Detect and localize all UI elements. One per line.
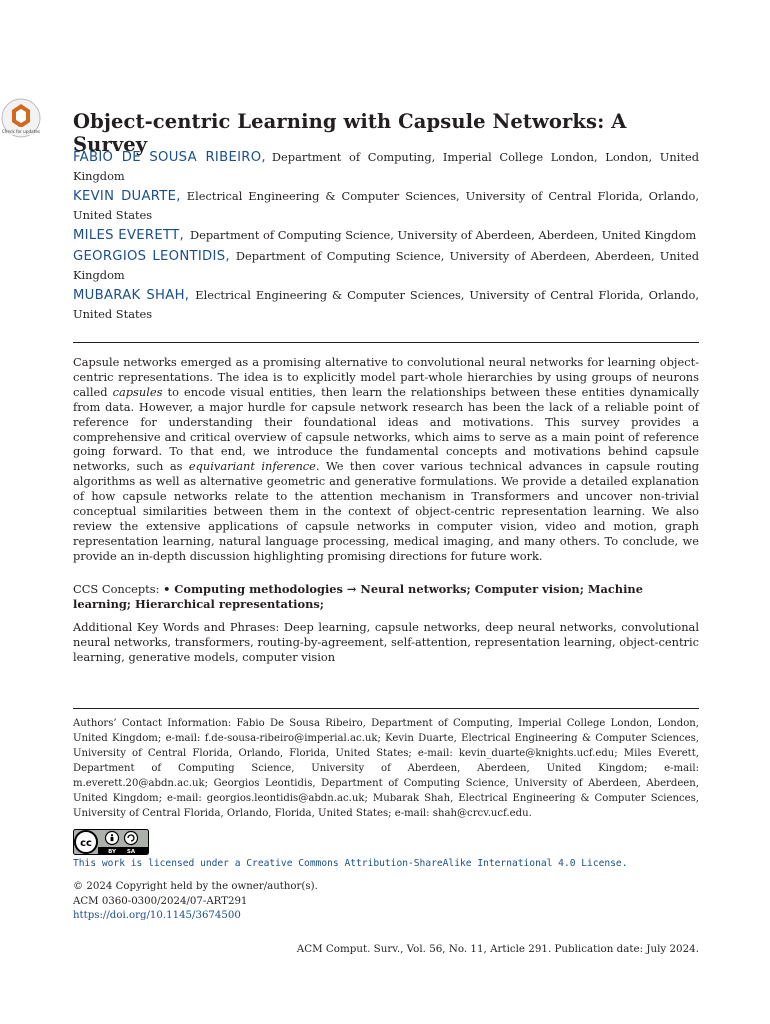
- keywords-label: Additional Key Words and Phrases:: [73, 620, 284, 634]
- doi-link[interactable]: https://doi.org/10.1145/3674500: [73, 910, 241, 921]
- ccs-label: CCS Concepts:: [73, 582, 164, 596]
- cc-glyph: cc: [80, 838, 92, 849]
- author-entry: [73, 226, 699, 245]
- author-entry: [73, 247, 699, 285]
- author-affiliation: Electrical Engineering & Computer Sciences, University of Central Florida, Orlando, United States: [73, 189, 699, 223]
- author-name: KEVIN DUARTE,: [73, 189, 181, 204]
- author-affiliation: Department of Computing Science, University of Aberdeen, Aberdeen, United Kingdom: [189, 228, 697, 242]
- cc-sa-label: SA: [126, 849, 136, 855]
- author-name: GEORGIOS LEONTIDIS,: [73, 248, 230, 264]
- author-affiliation: Department of Computing, Imperial College London, London, United Kingdom: [73, 150, 699, 184]
- keywords-text: Deep learning, capsule networks, deep neural networks, convolutional neural networks, transformers, routing-by-agreement, self-attention, representation learning, object-centric learning, generative models, computer vision: [73, 620, 699, 664]
- check-for-updates-icon: [0, 98, 42, 142]
- abstract-text: to encode visual entities, then learn the relationships between these entities dynamically from data. However, a major hurdle for capsule network research has been the lack of a reliable point of reference for understanding their foundational ideas and motivations. This survey provides a comprehensive and critical overview of capsule networks, which aims to serve as a main point of reference going forward. To that end, we introduce the fundamental concepts and motivations behind capsule networks, such as: [73, 384, 699, 474]
- acm-article-id: ACM 0360-0300/2024/07-ART291: [73, 895, 248, 907]
- license-link[interactable]: This work is licensed under a Creative Commons Attribution-ShareAlike International 4.0 License.: [73, 858, 628, 869]
- author-list: [73, 148, 699, 325]
- cc-by-label: BY: [108, 849, 116, 855]
- author-entry: [73, 148, 699, 186]
- ccs-concepts: [73, 582, 699, 612]
- creative-commons-by-sa-icon[interactable]: [73, 829, 149, 855]
- author-entry: [73, 187, 699, 225]
- divider: [73, 342, 699, 343]
- check-for-updates-badge[interactable]: [0, 98, 42, 142]
- author-name: MUBARAK SHAH,: [73, 287, 190, 303]
- paper-title: Object-centric Learning with Capsule Networks: A Survey: [73, 110, 627, 156]
- author-affiliation: Department of Computing Science, University of Aberdeen, Aberdeen, United Kingdom: [73, 248, 699, 282]
- abstract-emphasis: capsules: [112, 384, 163, 399]
- copyright-block: [73, 880, 318, 924]
- abstract-text: . We then cover various technical advances in capsule routing algorithms as well as alternative geometric and generative formulations. We provide a detailed explanation of how capsule networks relate to the attention mechanism in Transformers and uncover non-trivial conceptual similarities between them in the context of object-centric representation learning. We also review the extensive applications of capsule networks in computer vision, video and motion, graph representation learning, natural language processing, medical imaging, and many others. To conclude, we provide an in-depth discussion highlighting promising directions for future work.: [73, 459, 699, 563]
- ccs-concept-list: • Computing methodologies → Neural networks; Computer vision; Machine learning; Hierarchical representations;: [73, 582, 643, 611]
- author-name: MILES EVERETT,: [73, 228, 184, 243]
- author-entry: [73, 286, 699, 324]
- keywords: [73, 620, 699, 665]
- author-contact-info: Authors’ Contact Information: Fabio De Sousa Ribeiro, Department of Computing, Imperial College London, London, United Kingdom; e-mail: f.de-sousa-ribeiro@imperial.ac.uk; Kevin Duarte, Electrical Engineering & Computer Sciences, University of Central Florida, Orlando, Florida, United States; e-mail: kevin_duarte@knights.ucf.edu; Miles Everett, Department of Computing Science, University of Aberdeen, Aberdeen, United Kingdom; e-mail: m.everett.20@abdn.ac.uk; Georgios Leontidis, Department of Computing Science, University of Aberdeen, Aberdeen, United Kingdom; e-mail: georgios.leontidis@abdn.ac.uk; Mubarak Shah, Electrical Engineering & Computer Sciences, University of Central Florida, Orlando, Florida, United States; e-mail: shah@crcv.ucf.edu.: [73, 718, 699, 819]
- abstract-text: Capsule networks emerged as a promising alternative to convolutional neural networks for learning object-centric representations. The idea is to explicitly model part-whole hierarchies by using groups of neurons called: [73, 355, 699, 399]
- page-footer: ACM Comput. Surv., Vol. 56, No. 11, Article 291. Publication date: July 2024.: [296, 943, 699, 955]
- author-affiliation: Electrical Engineering & Computer Sciences, University of Central Florida, Orlando, United States: [73, 287, 699, 321]
- copyright-line: © 2024 Copyright held by the owner/author(s).: [73, 881, 318, 892]
- abstract-emphasis: equivariant inference: [188, 459, 316, 474]
- check-for-updates-label: Check for updates: [1, 129, 41, 134]
- abstract: [73, 355, 699, 564]
- divider: [73, 708, 699, 709]
- author-name: FABIO DE SOUSA RIBEIRO,: [73, 150, 266, 165]
